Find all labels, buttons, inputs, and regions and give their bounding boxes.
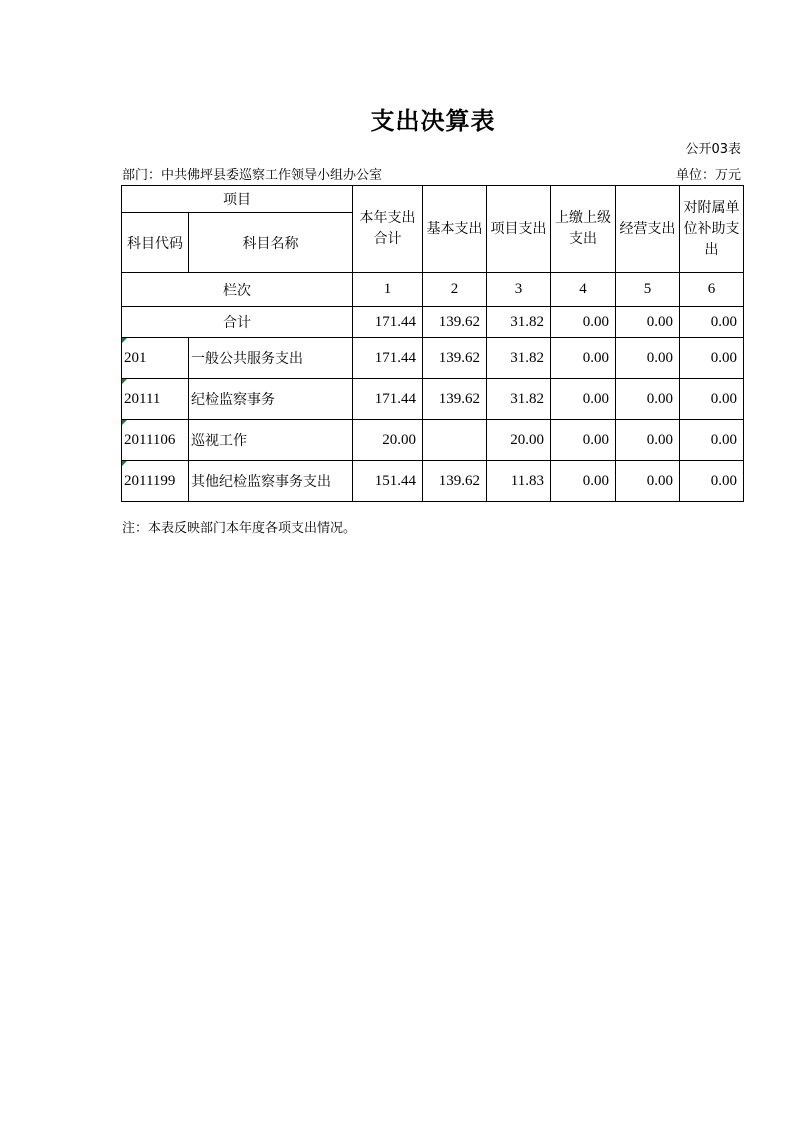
total-row-label: 合计 — [122, 307, 353, 338]
header-project-expenditure: 项目支出 — [487, 186, 551, 273]
table-row — [122, 379, 744, 420]
total-cell: 171.44 — [353, 307, 423, 338]
row-value: 0.00 — [616, 338, 680, 379]
row-name: 一般公共服务支出 — [189, 338, 353, 379]
header-remit-expenditure: 上缴上级支出 — [551, 186, 616, 273]
expenditure-table — [121, 185, 744, 502]
index-col-2: 2 — [423, 273, 487, 307]
total-cell: 0.00 — [551, 307, 616, 338]
index-col-1: 1 — [353, 273, 423, 307]
table-row — [122, 461, 744, 502]
row-value: 0.00 — [551, 379, 616, 420]
table-row — [122, 420, 744, 461]
row-value: 0.00 — [680, 461, 744, 502]
header-code: 科目代码 — [122, 213, 189, 273]
row-value: 0.00 — [551, 338, 616, 379]
row-value: 0.00 — [616, 461, 680, 502]
header-total-expenditure: 本年支出合计 — [353, 186, 423, 273]
header-name: 科目名称 — [189, 213, 353, 273]
form-number: 公开03表 — [685, 142, 741, 157]
row-value: 31.82 — [487, 338, 551, 379]
index-col-3: 3 — [487, 273, 551, 307]
row-value: 0.00 — [616, 379, 680, 420]
row-value: 139.62 — [423, 379, 487, 420]
row-value: 0.00 — [680, 379, 744, 420]
row-value: 0.00 — [551, 461, 616, 502]
department-label: 部门：中共佛坪县委巡察工作领导小组办公室 — [122, 168, 383, 183]
index-row-label: 栏次 — [122, 273, 353, 307]
row-value: 0.00 — [616, 420, 680, 461]
row-code: 201 — [122, 338, 189, 379]
header-project: 项目 — [122, 186, 353, 213]
row-name: 其他纪检监察事务支出 — [189, 461, 353, 502]
row-value: 0.00 — [680, 338, 744, 379]
row-value: 20.00 — [487, 420, 551, 461]
row-value — [423, 420, 487, 461]
total-cell: 0.00 — [680, 307, 744, 338]
row-value: 171.44 — [353, 338, 423, 379]
row-code: 20111 — [122, 379, 189, 420]
row-value: 151.44 — [353, 461, 423, 502]
page-title: 支出决算表 — [370, 107, 496, 135]
row-value: 139.62 — [423, 338, 487, 379]
row-code: 2011106 — [122, 420, 189, 461]
header-subsidy-expenditure: 对附属单位补助支出 — [680, 186, 744, 273]
row-value: 11.83 — [487, 461, 551, 502]
index-col-4: 4 — [551, 273, 616, 307]
header-basic-expenditure: 基本支出 — [423, 186, 487, 273]
total-cell: 0.00 — [616, 307, 680, 338]
row-value: 171.44 — [353, 379, 423, 420]
row-value: 31.82 — [487, 379, 551, 420]
row-value: 0.00 — [551, 420, 616, 461]
row-value: 20.00 — [353, 420, 423, 461]
header-operating-expenditure: 经营支出 — [616, 186, 680, 273]
row-value: 0.00 — [680, 420, 744, 461]
unit-label: 单位：万元 — [675, 168, 741, 183]
row-name: 纪检监察事务 — [189, 379, 353, 420]
total-cell: 139.62 — [423, 307, 487, 338]
index-col-6: 6 — [680, 273, 744, 307]
row-name: 巡视工作 — [189, 420, 353, 461]
index-col-5: 5 — [616, 273, 680, 307]
row-code: 2011199 — [122, 461, 189, 502]
total-cell: 31.82 — [487, 307, 551, 338]
table-row — [122, 338, 744, 379]
table-note: 注：本表反映部门本年度各项支出情况。 — [122, 521, 357, 536]
row-value: 139.62 — [423, 461, 487, 502]
